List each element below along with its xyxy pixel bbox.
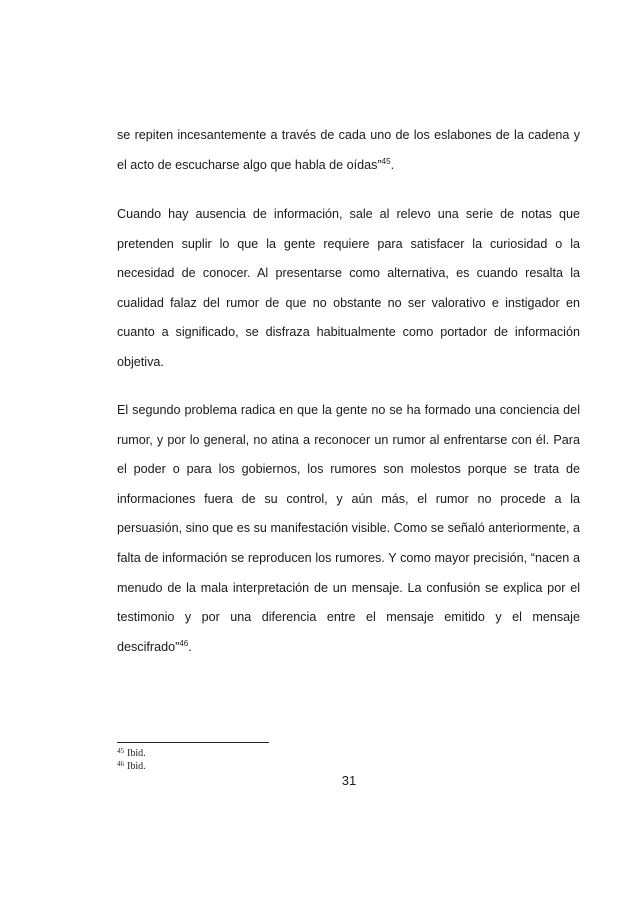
paragraph-second-problem xyxy=(117,396,580,662)
footnote-text: Ibid. xyxy=(127,761,146,772)
footnote-reference: 45 xyxy=(381,156,391,166)
paragraph-text: El segundo problema radica en que la gente no se ha formado una conciencia del rumor, y por lo general, no atina a reconocer un rumor al enfrentarse con él. Para el poder o para los gobiernos, los rumores son molestos porque se trata de informaciones fuera de su control, y aún más, el rumor no procede a la persuasión, sino que es su manifestación visible. Como se señaló anteriormente, a falta de información se reproducen los rumores. Y como mayor precisión, “nacen a menudo de la mala interpretación de un mensaje. La confusión se explica por el testimonio y por una diferencia entre el mensaje emitido y el mensaje descifrado” xyxy=(117,403,580,654)
paragraph-trailing: . xyxy=(188,639,192,654)
footnote-text: Ibid. xyxy=(127,748,146,759)
footnote-item xyxy=(117,747,146,760)
footnote-number: 46 xyxy=(117,760,124,768)
paragraph-trailing: . xyxy=(390,157,395,172)
footnote-reference: 46 xyxy=(179,638,189,648)
paragraph-continuation xyxy=(117,121,580,180)
paragraph-text: Cuando hay ausencia de información, sale al relevo una serie de notas que pretenden suplir lo que la gente requiere para satisfacer la curiosidad o la necesidad de conocer. Al presentarse como alternativa, es cuando resalta la cualidad falaz del rumor de que no obstante no ser valorativo e instigador en cuanto a significado, se disfraza habitualmente como portador de información objetiva. xyxy=(117,207,580,369)
footnote-separator xyxy=(117,742,269,743)
footnote-item xyxy=(117,760,146,773)
paragraph-information-absence xyxy=(117,200,580,378)
footnotes xyxy=(117,747,146,773)
paragraph-text: se repiten incesantemente a través de cada uno de los eslabones de la cadena y el acto de escucharse algo que habla de oídas” xyxy=(117,128,580,172)
page-number: 31 xyxy=(341,773,357,788)
footnote-number: 45 xyxy=(117,747,124,755)
